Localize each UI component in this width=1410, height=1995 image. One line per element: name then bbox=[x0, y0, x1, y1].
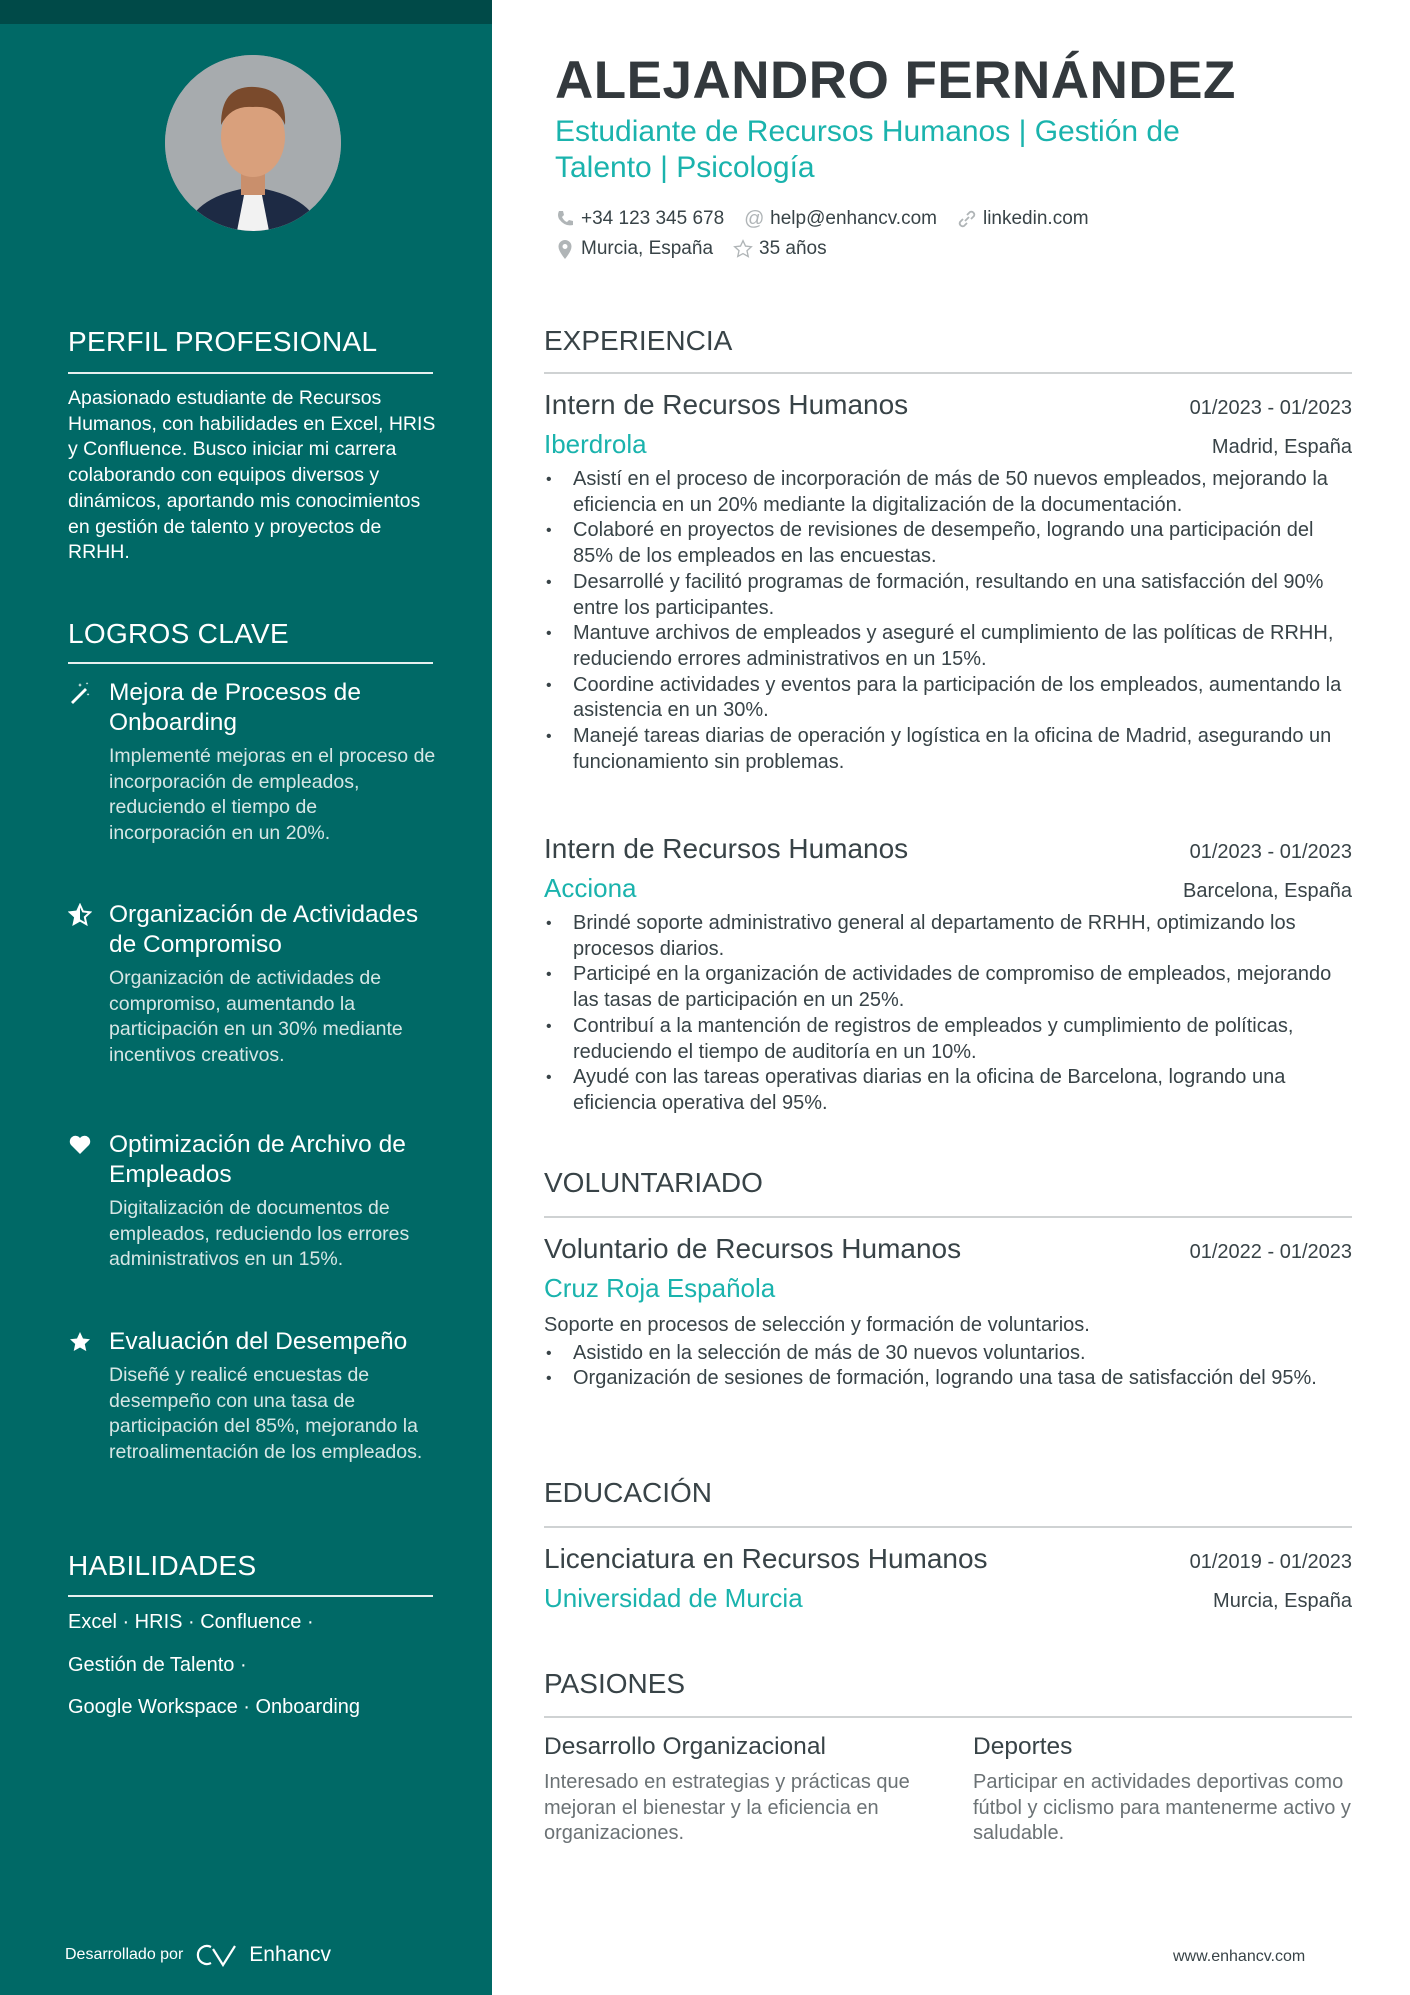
achievement-desc: Digitalización de documentos de empleados, reduciendo los errores administrativos en un 15%. bbox=[109, 1197, 410, 1271]
skills-line: Google Workspace · Onboarding bbox=[68, 1696, 361, 1718]
education-dates: 01/2019 - 01/2023 bbox=[1189, 1551, 1352, 1573]
achievement-desc: Organización de actividades de compromiso, aumentando la participación en un 30% mediante incentivos creativos. bbox=[109, 967, 403, 1067]
achievement-item bbox=[68, 678, 438, 847]
education-location: Murcia, España bbox=[1213, 1590, 1352, 1612]
volunteer-title: Voluntario de Recursos Humanos bbox=[544, 1233, 962, 1264]
school: Universidad de Murcia bbox=[544, 1583, 803, 1613]
divider bbox=[68, 1595, 433, 1597]
phone-icon bbox=[555, 209, 575, 229]
job-title: Intern de Recursos Humanos bbox=[544, 389, 909, 420]
divider bbox=[544, 372, 1352, 374]
job-bullet: • Contribuí a la mantención de registros de empleados y cumplimiento de políticas, reduciendo el tiempo de auditoría en un 10%. bbox=[544, 1014, 1352, 1065]
star-icon bbox=[68, 1330, 92, 1354]
company: Acciona bbox=[544, 873, 637, 903]
education-heading: EDUCACIÓN bbox=[544, 1477, 713, 1508]
job-bullet: • Ayudé con las tareas operativas diarias en la oficina de Barcelona, logrando una eficiencia operativa del 95%. bbox=[544, 1065, 1352, 1116]
candidate-name: ALEJANDRO FERNÁNDEZ bbox=[555, 51, 1236, 110]
link-icon bbox=[957, 209, 977, 229]
degree: Licenciatura en Recursos Humanos bbox=[544, 1543, 988, 1574]
contact-row bbox=[555, 238, 827, 260]
age bbox=[733, 238, 827, 260]
job-bullet: • Mantuve archivos de empleados y aseguré el cumplimiento de las políticas de RRHH, reduciendo errores administrativos en un 15%. bbox=[544, 621, 1352, 672]
email[interactable] bbox=[744, 208, 937, 230]
divider bbox=[68, 372, 433, 374]
skills-heading: HABILIDADES bbox=[68, 1550, 257, 1581]
volunteering-heading: VOLUNTARIADO bbox=[544, 1167, 763, 1198]
footer-url[interactable]: www.enhancv.com bbox=[1173, 1948, 1306, 1965]
email-text: help@enhancv.com bbox=[770, 208, 937, 229]
job-entry bbox=[544, 387, 1352, 775]
passion-desc: Interesado en estrategias y prácticas que mejoran el bienestar y la eficiencia en organizaciones. bbox=[544, 1771, 910, 1845]
achievement-desc: Implementé mejoras en el proceso de incorporación de empleados, reduciendo el tiempo de incorporación en un 20%. bbox=[109, 745, 436, 845]
volunteer-entry bbox=[544, 1231, 1352, 1392]
experience-heading: EXPERIENCIA bbox=[544, 325, 733, 356]
achievement-title: Optimización de Archivo de Empleados bbox=[109, 1131, 406, 1188]
at-icon: @ bbox=[744, 208, 765, 230]
achievements-heading: LOGROS CLAVE bbox=[68, 618, 289, 649]
magic-wand-icon bbox=[68, 681, 92, 705]
job-location: Barcelona, España bbox=[1182, 880, 1352, 902]
job-title: Intern de Recursos Humanos bbox=[544, 833, 909, 864]
volunteer-desc: Soporte en procesos de selección y formación de voluntarios. bbox=[544, 1314, 1090, 1336]
location-text: Murcia, España bbox=[581, 238, 714, 259]
achievement-title: Mejora de Procesos de Onboarding bbox=[109, 679, 361, 736]
skills-line: Excel · HRIS · Confluence · bbox=[68, 1611, 314, 1633]
job-bullet: • Coordine actividades y eventos para la participación de los empleados, aumentando la asistencia en un 30%. bbox=[544, 673, 1352, 724]
job-bullet: • Brindé soporte administrativo general al departamento de RRHH, optimizando los procesos diarios. bbox=[544, 911, 1352, 962]
linkedin-text: linkedin.com bbox=[982, 208, 1089, 229]
job-bullet: • Asistí en el proceso de incorporación de más de 50 nuevos empleados, mejorando la eficiencia en un 20% mediante la digitalización de la documentación. bbox=[544, 467, 1352, 518]
job-bullet: • Participé en la organización de actividades de compromiso de empleados, mejorando las tasas de participación en un 25%. bbox=[544, 962, 1352, 1013]
volunteer-bullet: • Asistido en la selección de más de 30 nuevos voluntarios. bbox=[544, 1341, 1352, 1367]
divider bbox=[68, 662, 433, 664]
passions-heading: PASIONES bbox=[544, 1668, 686, 1699]
job-bullet: • Colaboré en proyectos de revisiones de desempeño, logrando una participación del 85% de los empleados en las encuestas. bbox=[544, 518, 1352, 569]
passion-title: Deportes bbox=[973, 1733, 1073, 1760]
passion-desc: Participar en actividades deportivas como fútbol y ciclismo para mantenerme activo y saludable. bbox=[973, 1771, 1351, 1845]
candidate-title: Estudiante de Recursos Humanos | Gestión de Talento | Psicología bbox=[555, 115, 1180, 184]
divider bbox=[544, 1216, 1352, 1218]
divider bbox=[544, 1716, 1352, 1718]
enhancv-logo-icon bbox=[193, 1943, 239, 1967]
job-location: Madrid, España bbox=[1211, 436, 1352, 458]
heart-icon bbox=[68, 1133, 92, 1157]
volunteer-org: Cruz Roja Española bbox=[544, 1273, 776, 1303]
company: Iberdrola bbox=[544, 429, 647, 459]
job-entry bbox=[544, 831, 1352, 1117]
linkedin[interactable] bbox=[957, 208, 1089, 230]
profile-photo bbox=[165, 55, 341, 231]
volunteer-bullet: • Organización de sesiones de formación, logrando una tasa de satisfacción del 95%. bbox=[544, 1366, 1352, 1392]
phone[interactable] bbox=[555, 208, 724, 230]
job-bullet: • Desarrollé y facilitó programas de formación, resultando en una satisfacción del 90% entre los participantes. bbox=[544, 570, 1352, 621]
passion-item bbox=[973, 1732, 1353, 1847]
profile-heading: PERFIL PROFESIONAL bbox=[68, 326, 378, 357]
divider bbox=[544, 1526, 1352, 1528]
phone-text: +34 123 345 678 bbox=[581, 208, 725, 229]
location bbox=[555, 238, 713, 260]
achievement-item bbox=[68, 900, 438, 1069]
star-outline-icon bbox=[733, 239, 753, 259]
powered-by bbox=[65, 1943, 331, 1967]
skills-line: Gestión de Talento · bbox=[68, 1654, 247, 1676]
volunteer-dates: 01/2022 - 01/2023 bbox=[1189, 1241, 1352, 1263]
achievement-item bbox=[68, 1327, 438, 1466]
passion-title: Desarrollo Organizacional bbox=[544, 1733, 826, 1760]
profile-text: Apasionado estudiante de Recursos Humanos, con habilidades en Excel, HRIS y Confluence. Busco iniciar mi carrera colaborando con equipos diversos y dinámicos, aportando mis conocimientos en gestión de talento y proyectos de RRHH. bbox=[68, 387, 436, 564]
contact-row bbox=[555, 208, 1089, 230]
achievement-item bbox=[68, 1130, 438, 1273]
education-entry bbox=[544, 1541, 1352, 1615]
job-bullet: • Manejé tareas diarias de operación y logística en la oficina de Madrid, asegurando un funcionamiento sin problemas. bbox=[544, 724, 1352, 775]
achievement-title: Evaluación del Desempeño bbox=[109, 1328, 408, 1355]
passion-item bbox=[544, 1732, 934, 1847]
age-text: 35 años bbox=[759, 238, 827, 259]
powered-by-label: Desarrollado por bbox=[65, 1946, 184, 1963]
achievement-desc: Diseñé y realicé encuestas de desempeño con una tasa de participación del 85%, mejorando la retroalimentación de los empleados. bbox=[109, 1364, 423, 1464]
half-star-icon bbox=[68, 903, 92, 927]
achievement-title: Organización de Actividades de Compromiso bbox=[109, 901, 419, 958]
job-dates: 01/2023 - 01/2023 bbox=[1189, 397, 1352, 419]
brand-name: Enhancv bbox=[249, 1943, 332, 1966]
sidebar bbox=[0, 0, 492, 1995]
job-dates: 01/2023 - 01/2023 bbox=[1189, 841, 1352, 863]
location-pin-icon bbox=[555, 239, 575, 259]
top-band bbox=[0, 0, 492, 24]
